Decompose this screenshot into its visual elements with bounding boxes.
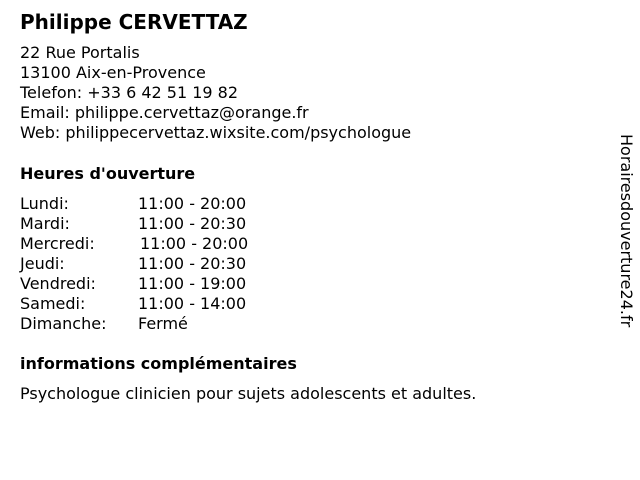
time-range: 11:00 - 20:00: [138, 194, 247, 213]
day-label: Vendredi:: [20, 274, 96, 293]
business-name: Philippe CERVETTAZ: [20, 10, 248, 34]
time-range: 11:00 - 14:00: [138, 294, 247, 313]
day-label: Mardi:: [20, 214, 70, 233]
address-street: 22 Rue Portalis: [20, 43, 140, 62]
opening-hours-heading: Heures d'ouverture: [20, 164, 196, 183]
day-label: Jeudi:: [20, 254, 65, 273]
time-range: 11:00 - 20:30: [138, 214, 247, 233]
time-range: 11:00 - 19:00: [138, 274, 247, 293]
time-range: Fermé: [138, 314, 188, 333]
address-city: 13100 Aix-en-Provence: [20, 63, 206, 82]
site-watermark: Horairesdouverture24.fr: [617, 134, 636, 328]
website-address: Web: philippecervettaz.wixsite.com/psychologue: [20, 123, 412, 142]
day-label: Lundi:: [20, 194, 69, 213]
time-range: 11:00 - 20:00: [140, 234, 249, 253]
additional-info-text: Psychologue clinicien pour sujets adolescents et adultes.: [20, 384, 477, 403]
day-label: Dimanche:: [20, 314, 107, 333]
day-label: Mercredi:: [20, 234, 95, 253]
email-address: Email: philippe.cervettaz@orange.fr: [20, 103, 309, 122]
phone-number: Telefon: +33 6 42 51 19 82: [20, 83, 239, 102]
contact-block: [20, 43, 411, 143]
additional-info-heading: informations complémentaires: [20, 354, 297, 373]
time-range: 11:00 - 20:30: [138, 254, 247, 273]
day-label: Samedi:: [20, 294, 86, 313]
